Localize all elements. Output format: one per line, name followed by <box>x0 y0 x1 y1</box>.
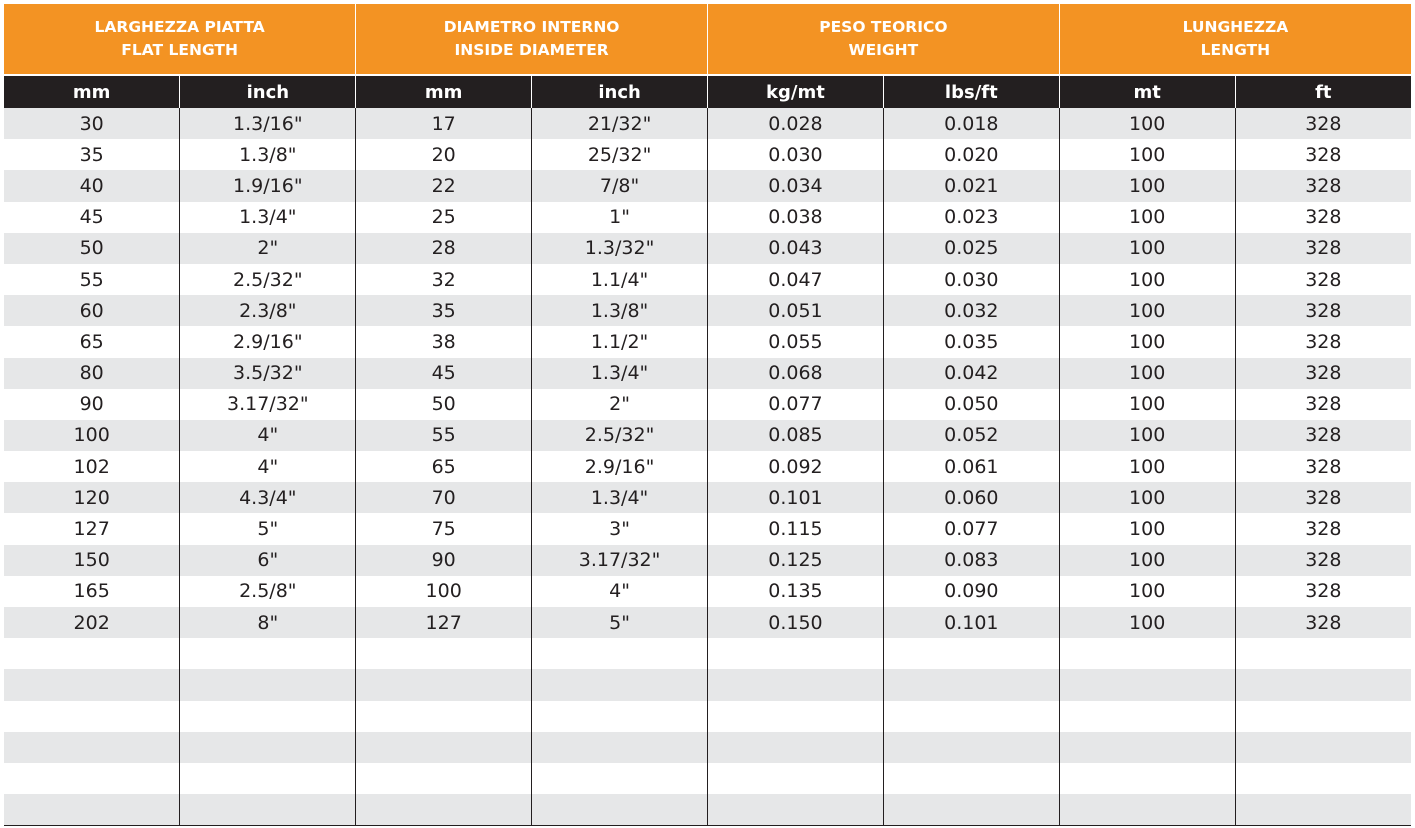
cell-diameter-mm: 127 <box>356 607 532 638</box>
cell-weight-kg: 0.051 <box>708 295 884 326</box>
table-row <box>4 763 1411 794</box>
cell-diameter-mm: 35 <box>356 295 532 326</box>
cell-diameter-mm <box>356 763 532 794</box>
cell-weight-lbs: 0.021 <box>883 170 1059 201</box>
cell-flat-inch: 2.9/16" <box>180 326 356 357</box>
cell-length-ft <box>1235 638 1411 669</box>
cell-weight-kg: 0.034 <box>708 170 884 201</box>
cell-length-mt: 100 <box>1059 607 1235 638</box>
cell-weight-lbs <box>883 763 1059 794</box>
cell-flat-mm: 60 <box>4 295 180 326</box>
cell-weight-kg: 0.115 <box>708 513 884 544</box>
unit-header-weight-kg: kg/mt <box>708 75 884 108</box>
group-label-en: FLAT LENGTH <box>121 41 238 59</box>
cell-diameter-mm: 17 <box>356 108 532 139</box>
cell-length-ft <box>1235 732 1411 763</box>
cell-diameter-inch: 2.5/32" <box>532 420 708 451</box>
cell-diameter-mm: 25 <box>356 202 532 233</box>
cell-diameter-mm <box>356 638 532 669</box>
cell-weight-lbs: 0.083 <box>883 545 1059 576</box>
cell-diameter-inch: 21/32" <box>532 108 708 139</box>
cell-flat-inch <box>180 763 356 794</box>
cell-length-ft: 328 <box>1235 545 1411 576</box>
cell-length-ft: 328 <box>1235 482 1411 513</box>
cell-flat-inch: 1.3/16" <box>180 108 356 139</box>
group-header-inside-diameter <box>356 4 708 75</box>
group-header-length <box>1059 4 1411 75</box>
cell-flat-inch <box>180 794 356 826</box>
cell-weight-kg: 0.055 <box>708 326 884 357</box>
table-row <box>4 389 1411 420</box>
cell-flat-inch: 4" <box>180 420 356 451</box>
cell-flat-mm: 65 <box>4 326 180 357</box>
cell-length-mt: 100 <box>1059 295 1235 326</box>
unit-header-diameter-inch: inch <box>532 75 708 108</box>
table-row <box>4 170 1411 201</box>
cell-weight-kg: 0.047 <box>708 264 884 295</box>
unit-header-flat-inch: inch <box>180 75 356 108</box>
cell-length-ft: 328 <box>1235 264 1411 295</box>
table-row <box>4 264 1411 295</box>
cell-diameter-mm <box>356 669 532 700</box>
cell-length-ft: 328 <box>1235 513 1411 544</box>
cell-flat-inch: 3.17/32" <box>180 389 356 420</box>
cell-length-ft: 328 <box>1235 108 1411 139</box>
table-row <box>4 202 1411 233</box>
group-header-weight <box>708 4 1060 75</box>
cell-flat-mm: 40 <box>4 170 180 201</box>
cell-length-mt <box>1059 794 1235 826</box>
cell-weight-lbs: 0.052 <box>883 420 1059 451</box>
cell-length-mt <box>1059 638 1235 669</box>
cell-weight-kg: 0.043 <box>708 233 884 264</box>
cell-diameter-mm: 75 <box>356 513 532 544</box>
cell-weight-lbs: 0.018 <box>883 108 1059 139</box>
cell-diameter-mm: 32 <box>356 264 532 295</box>
cell-length-mt: 100 <box>1059 545 1235 576</box>
cell-length-mt: 100 <box>1059 264 1235 295</box>
cell-diameter-mm: 45 <box>356 358 532 389</box>
cell-weight-lbs: 0.025 <box>883 233 1059 264</box>
cell-weight-lbs <box>883 794 1059 826</box>
cell-length-ft: 328 <box>1235 607 1411 638</box>
cell-weight-lbs <box>883 638 1059 669</box>
table-row <box>4 139 1411 170</box>
cell-flat-mm <box>4 669 180 700</box>
table-row <box>4 513 1411 544</box>
cell-length-ft: 328 <box>1235 170 1411 201</box>
cell-diameter-mm: 38 <box>356 326 532 357</box>
table-row <box>4 576 1411 607</box>
cell-diameter-mm: 65 <box>356 451 532 482</box>
cell-weight-kg: 0.150 <box>708 607 884 638</box>
cell-length-ft <box>1235 669 1411 700</box>
group-header-flat-length <box>4 4 356 75</box>
cell-flat-mm <box>4 638 180 669</box>
cell-diameter-mm: 28 <box>356 233 532 264</box>
cell-length-ft <box>1235 701 1411 732</box>
cell-diameter-inch: 2" <box>532 389 708 420</box>
cell-flat-inch <box>180 701 356 732</box>
table-row <box>4 358 1411 389</box>
cell-length-mt: 100 <box>1059 326 1235 357</box>
cell-length-mt <box>1059 669 1235 700</box>
table-row <box>4 295 1411 326</box>
cell-weight-kg <box>708 701 884 732</box>
table-row <box>4 420 1411 451</box>
cell-weight-kg: 0.077 <box>708 389 884 420</box>
group-label-it: DIAMETRO INTERNO <box>443 18 620 36</box>
table-row <box>4 701 1411 732</box>
cell-diameter-mm <box>356 794 532 826</box>
cell-weight-kg: 0.028 <box>708 108 884 139</box>
unit-header-length-mt: mt <box>1059 75 1235 108</box>
table-row <box>4 794 1411 826</box>
cell-diameter-inch: 1.3/4" <box>532 482 708 513</box>
cell-flat-inch <box>180 732 356 763</box>
cell-weight-kg: 0.038 <box>708 202 884 233</box>
table-row <box>4 482 1411 513</box>
cell-weight-kg: 0.135 <box>708 576 884 607</box>
cell-length-mt: 100 <box>1059 233 1235 264</box>
cell-flat-mm: 127 <box>4 513 180 544</box>
cell-flat-mm: 50 <box>4 233 180 264</box>
cell-length-mt: 100 <box>1059 482 1235 513</box>
cell-weight-lbs: 0.030 <box>883 264 1059 295</box>
table-row <box>4 233 1411 264</box>
cell-weight-lbs: 0.042 <box>883 358 1059 389</box>
group-label-it: LUNGHEZZA <box>1182 18 1289 36</box>
table-row <box>4 732 1411 763</box>
cell-flat-mm: 55 <box>4 264 180 295</box>
cell-length-mt <box>1059 701 1235 732</box>
cell-length-mt: 100 <box>1059 108 1235 139</box>
cell-flat-mm: 90 <box>4 389 180 420</box>
cell-weight-lbs: 0.032 <box>883 295 1059 326</box>
cell-diameter-inch: 5" <box>532 607 708 638</box>
cell-weight-kg <box>708 732 884 763</box>
cell-flat-mm: 165 <box>4 576 180 607</box>
cell-diameter-mm: 22 <box>356 170 532 201</box>
table-row <box>4 607 1411 638</box>
cell-weight-lbs: 0.050 <box>883 389 1059 420</box>
cell-flat-mm: 30 <box>4 108 180 139</box>
cell-flat-inch: 4.3/4" <box>180 482 356 513</box>
cell-weight-kg: 0.068 <box>708 358 884 389</box>
cell-diameter-inch <box>532 794 708 826</box>
cell-diameter-mm: 70 <box>356 482 532 513</box>
cell-flat-mm: 45 <box>4 202 180 233</box>
unit-header-diameter-mm: mm <box>356 75 532 108</box>
cell-weight-kg <box>708 794 884 826</box>
cell-diameter-inch: 7/8" <box>532 170 708 201</box>
cell-diameter-mm <box>356 732 532 763</box>
cell-weight-lbs: 0.023 <box>883 202 1059 233</box>
cell-flat-inch: 6" <box>180 545 356 576</box>
group-label-en: WEIGHT <box>848 41 919 59</box>
cell-weight-lbs <box>883 701 1059 732</box>
cell-weight-kg: 0.125 <box>708 545 884 576</box>
cell-diameter-inch <box>532 732 708 763</box>
cell-diameter-inch <box>532 638 708 669</box>
cell-diameter-mm: 100 <box>356 576 532 607</box>
cell-length-mt: 100 <box>1059 202 1235 233</box>
cell-flat-inch: 1.3/8" <box>180 139 356 170</box>
cell-flat-inch: 2.5/32" <box>180 264 356 295</box>
cell-length-ft <box>1235 763 1411 794</box>
cell-length-ft: 328 <box>1235 576 1411 607</box>
cell-weight-kg: 0.092 <box>708 451 884 482</box>
cell-diameter-inch <box>532 669 708 700</box>
cell-length-ft: 328 <box>1235 451 1411 482</box>
cell-length-ft <box>1235 794 1411 826</box>
spec-table <box>4 4 1411 826</box>
cell-flat-inch: 1.9/16" <box>180 170 356 201</box>
cell-diameter-mm: 55 <box>356 420 532 451</box>
group-label-en: INSIDE DIAMETER <box>454 41 609 59</box>
table-row <box>4 638 1411 669</box>
cell-length-mt: 100 <box>1059 513 1235 544</box>
cell-flat-mm: 202 <box>4 607 180 638</box>
group-header-row <box>4 4 1411 75</box>
unit-header-flat-mm: mm <box>4 75 180 108</box>
cell-length-mt: 100 <box>1059 358 1235 389</box>
cell-flat-inch: 8" <box>180 607 356 638</box>
unit-header-length-ft: ft <box>1235 75 1411 108</box>
cell-weight-kg <box>708 669 884 700</box>
cell-length-ft: 328 <box>1235 358 1411 389</box>
cell-flat-mm: 120 <box>4 482 180 513</box>
cell-weight-lbs: 0.077 <box>883 513 1059 544</box>
cell-length-mt: 100 <box>1059 389 1235 420</box>
cell-diameter-inch: 2.9/16" <box>532 451 708 482</box>
cell-flat-inch: 4" <box>180 451 356 482</box>
cell-weight-lbs: 0.090 <box>883 576 1059 607</box>
cell-weight-kg <box>708 638 884 669</box>
cell-flat-inch <box>180 638 356 669</box>
cell-length-ft: 328 <box>1235 295 1411 326</box>
cell-flat-mm <box>4 732 180 763</box>
cell-weight-lbs <box>883 669 1059 700</box>
cell-flat-inch <box>180 669 356 700</box>
cell-diameter-inch <box>532 701 708 732</box>
cell-diameter-inch: 1.1/2" <box>532 326 708 357</box>
cell-length-ft: 328 <box>1235 389 1411 420</box>
cell-diameter-inch: 1.3/4" <box>532 358 708 389</box>
cell-length-mt: 100 <box>1059 420 1235 451</box>
cell-weight-lbs: 0.060 <box>883 482 1059 513</box>
cell-length-ft: 328 <box>1235 233 1411 264</box>
cell-weight-kg <box>708 763 884 794</box>
cell-length-mt: 100 <box>1059 451 1235 482</box>
cell-weight-lbs: 0.035 <box>883 326 1059 357</box>
cell-length-mt: 100 <box>1059 170 1235 201</box>
table-row <box>4 545 1411 576</box>
table-row <box>4 451 1411 482</box>
cell-length-ft: 328 <box>1235 139 1411 170</box>
cell-diameter-inch: 1.1/4" <box>532 264 708 295</box>
cell-flat-inch: 2.3/8" <box>180 295 356 326</box>
cell-flat-inch: 2" <box>180 233 356 264</box>
cell-diameter-inch: 1.3/8" <box>532 295 708 326</box>
cell-length-mt <box>1059 763 1235 794</box>
cell-weight-lbs <box>883 732 1059 763</box>
cell-length-ft: 328 <box>1235 420 1411 451</box>
cell-flat-mm <box>4 701 180 732</box>
group-label-it: PESO TEORICO <box>819 18 948 36</box>
cell-weight-lbs: 0.061 <box>883 451 1059 482</box>
cell-diameter-inch: 3" <box>532 513 708 544</box>
cell-flat-mm: 35 <box>4 139 180 170</box>
cell-flat-mm <box>4 794 180 826</box>
cell-length-mt: 100 <box>1059 576 1235 607</box>
cell-weight-kg: 0.085 <box>708 420 884 451</box>
cell-weight-lbs: 0.101 <box>883 607 1059 638</box>
cell-diameter-mm <box>356 701 532 732</box>
cell-flat-mm: 80 <box>4 358 180 389</box>
cell-flat-inch: 1.3/4" <box>180 202 356 233</box>
cell-weight-lbs: 0.020 <box>883 139 1059 170</box>
cell-diameter-mm: 20 <box>356 139 532 170</box>
cell-flat-inch: 3.5/32" <box>180 358 356 389</box>
unit-header-row <box>4 75 1411 108</box>
cell-flat-mm <box>4 763 180 794</box>
cell-diameter-mm: 50 <box>356 389 532 420</box>
table-row <box>4 326 1411 357</box>
cell-length-mt <box>1059 732 1235 763</box>
unit-header-weight-lbs: lbs/ft <box>883 75 1059 108</box>
table-row <box>4 108 1411 139</box>
cell-length-ft: 328 <box>1235 202 1411 233</box>
cell-flat-inch: 2.5/8" <box>180 576 356 607</box>
cell-length-ft: 328 <box>1235 326 1411 357</box>
group-label-en: LENGTH <box>1200 41 1271 59</box>
group-label-it: LARGHEZZA PIATTA <box>94 18 265 36</box>
cell-diameter-inch: 3.17/32" <box>532 545 708 576</box>
cell-flat-mm: 102 <box>4 451 180 482</box>
cell-weight-kg: 0.030 <box>708 139 884 170</box>
cell-flat-inch: 5" <box>180 513 356 544</box>
cell-flat-mm: 100 <box>4 420 180 451</box>
cell-weight-kg: 0.101 <box>708 482 884 513</box>
cell-diameter-inch: 25/32" <box>532 139 708 170</box>
cell-diameter-inch: 4" <box>532 576 708 607</box>
cell-length-mt: 100 <box>1059 139 1235 170</box>
table-body <box>4 108 1411 826</box>
cell-flat-mm: 150 <box>4 545 180 576</box>
cell-diameter-inch: 1.3/32" <box>532 233 708 264</box>
cell-diameter-mm: 90 <box>356 545 532 576</box>
table-row <box>4 669 1411 700</box>
cell-diameter-inch <box>532 763 708 794</box>
cell-diameter-inch: 1" <box>532 202 708 233</box>
